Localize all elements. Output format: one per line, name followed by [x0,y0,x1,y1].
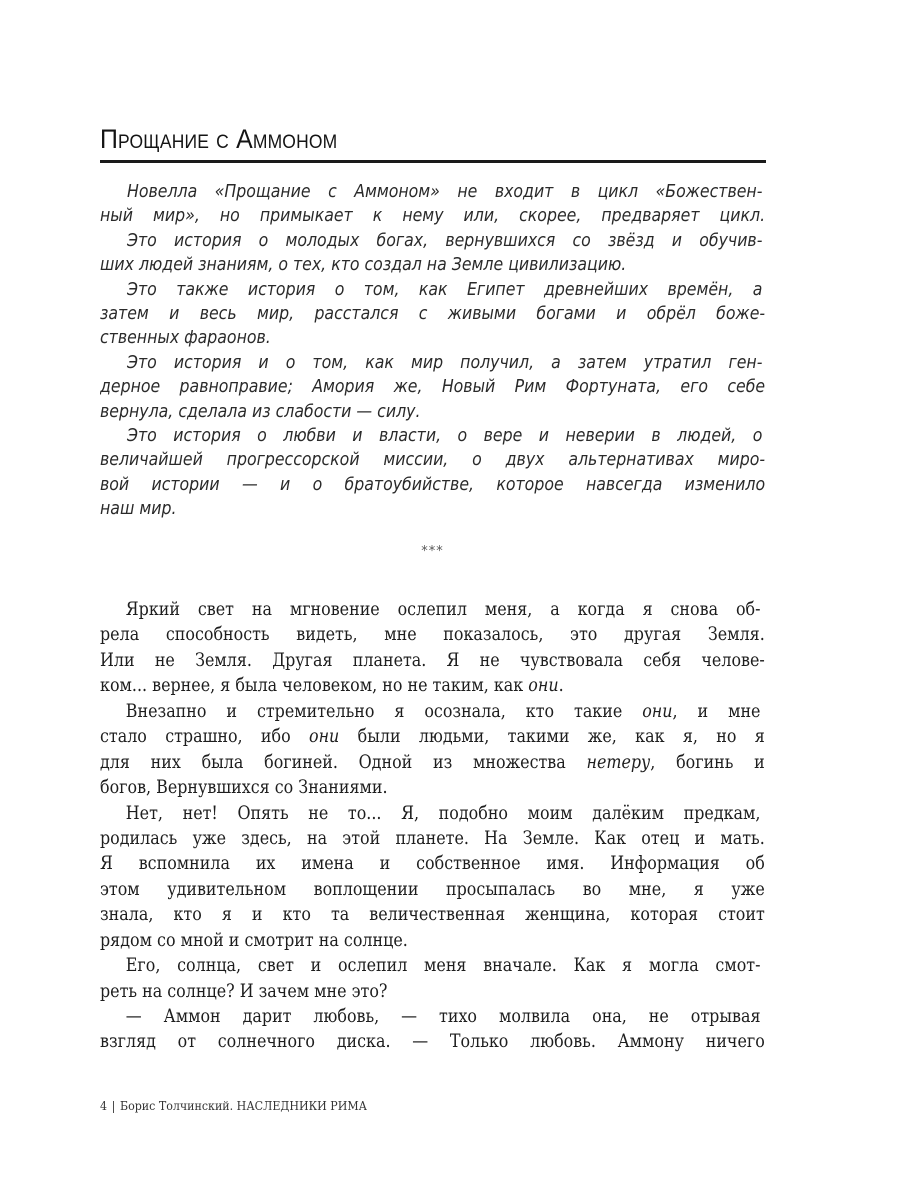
chapter-body [100,597,765,1055]
emphasis: они [308,726,340,748]
footer-separator: | [111,1099,116,1113]
intro-line: величайшей прогрессорской миссии, о двух альтернативах миро- [100,450,766,471]
intro-line: Это история о любви и власти, о вере и неверии в людей, о [127,425,763,446]
body-line: реть на солнце? И зачем мне это? [100,980,388,1002]
body-line: рела способность видеть, мне показалось, это другая Земля. [100,624,765,646]
emphasis: нетеру [586,751,651,773]
body-line: Яркий свет на мгновение ослепил меня, а когда я снова об- [125,599,761,620]
body-line: Внезапно и стремительно я осознала, кто такие они, и мне [125,700,761,722]
body-line: ком... вернее, я была человеком, но не таким, как они. [100,675,564,697]
intro-line: Это история и о том, как мир получил, а затем утратил ген- [127,352,763,373]
intro-line: Новелла «Прощание с Аммоном» не входит в цикл «Божествен- [127,182,763,202]
body-line: знала, кто я и кто та величественная женщина, которая стоит [100,904,765,926]
body-line: Я вспомнила их имена и собственное имя. Информация об [100,853,765,875]
body-line: родилась уже здесь, на этой планете. На Земле. Как отец и мать. [100,827,765,849]
body-line: Его, солнца, свет и ослепил меня вначале. Как я могла смот- [125,955,761,977]
intro-line: ный мир», но примыкает к нему или, скорее, предваряет цикл. [100,206,766,227]
intro-line: затем и весь мир, расстался с живыми богами и обрёл боже- [100,303,766,324]
intro-line: вой истории — и о братоубийстве, которое навсегда изменило [100,474,766,495]
emphasis: они [528,675,559,697]
intro-line: Это также история о том, как Египет древнейших времён, а [127,279,763,300]
chapter-intro [100,180,765,521]
body-line: — Аммон дарит любовь, — тихо молвила она, не отрывая [125,1006,761,1027]
intro-line: ших людей знаниям, о тех, кто создал на Земле цивилизацию. [100,255,627,276]
intro-line: дерное равноправие; Амория же, Новый Рим Фортуната, его себе [100,377,766,398]
body-line: рядом со мной и смотрит на солнце. [100,929,408,951]
intro-line: вернула, сделала из слабости — силу. [100,401,421,422]
emphasis: они [642,700,673,722]
section-separator: *** [421,544,444,559]
intro-line: ственных фараонов. [100,328,271,349]
intro-line: наш мир. [100,499,177,520]
chapter-title: Прощание с Аммоном [100,124,338,154]
body-line: стало страшно, ибо они были людьми, такими же, как я, но я [100,726,765,748]
page-footer [100,1099,367,1113]
body-line: Или не Земля. Другая планета. Я не чувствовала себя челове- [100,649,765,671]
body-line: богов, Вернувшихся со Знаниями. [100,777,388,799]
intro-line: Это история о молодых богах, вернувшихся со звёзд и обучив- [127,230,763,251]
body-line: взгляд от солнечного диска. — Только любовь. Аммону ничего [100,1031,765,1053]
body-line: этом удивительном воплощении просыпалась во мне, я уже [100,878,765,900]
page-number: 4 [100,1099,108,1113]
running-title: Борис Толчинский. НАСЛЕДНИКИ РИМА [119,1099,368,1113]
title-rule-divider [100,160,766,163]
body-line: Нет, нет! Опять не то... Я, подобно моим далёким предкам, [125,802,761,824]
body-line: для них была богиней. Одной из множества нетеру, богинь и [100,751,765,773]
